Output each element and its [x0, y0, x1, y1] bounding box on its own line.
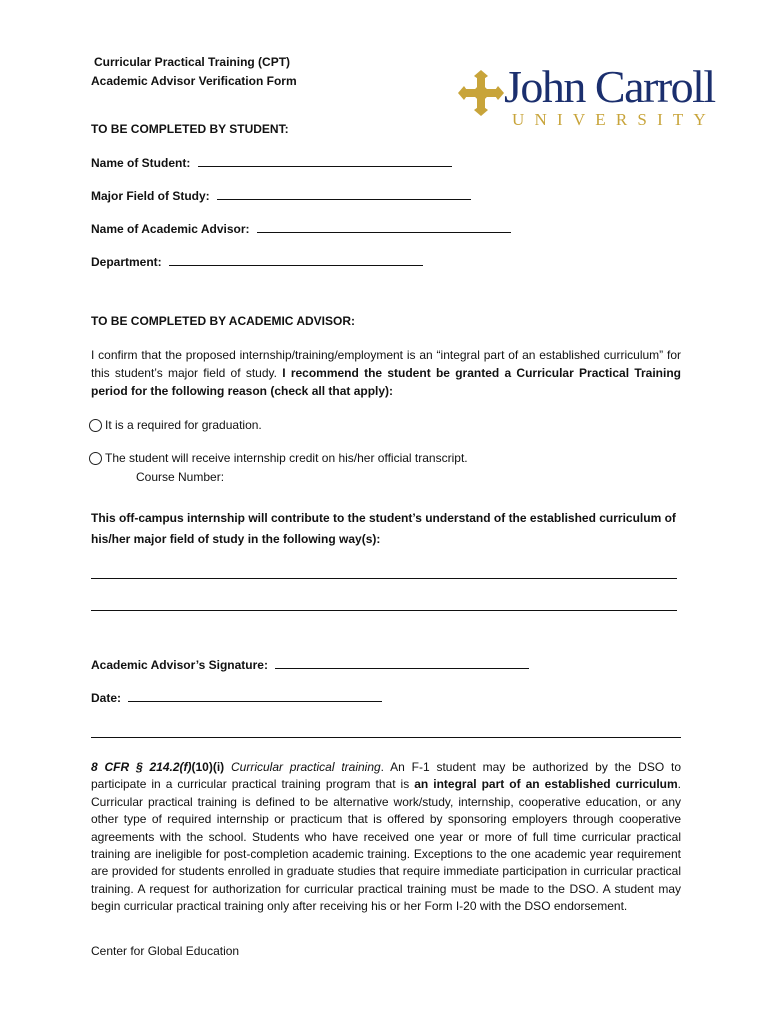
confirm-text: I confirm that the proposed internship/training/employment is an “integral part of an established curriculum” for this student’s major field of study.	[91, 348, 681, 380]
regulation-paragraph	[91, 759, 681, 916]
department-field[interactable]	[169, 253, 423, 266]
student-name-field[interactable]	[198, 154, 452, 167]
regulation-citation-suffix: (10)(i)	[191, 760, 225, 774]
date-row	[91, 689, 382, 707]
logo-wordmark: John Carroll	[504, 61, 715, 112]
department-label: Department:	[91, 255, 162, 269]
logo-subtitle: UNIVERSITY	[512, 110, 716, 129]
advisor-name-row	[91, 220, 511, 238]
option-required-row	[89, 417, 262, 434]
advisor-name-field[interactable]	[257, 220, 511, 233]
date-label: Date:	[91, 691, 122, 705]
option-required-label: It is a required for graduation.	[105, 418, 262, 432]
regulation-citation: 8 CFR § 214.2(f)	[91, 760, 192, 774]
major-row	[91, 187, 471, 205]
signature-row	[91, 656, 529, 674]
department-row	[91, 253, 423, 271]
regulation-topic: Curricular practical training	[230, 760, 381, 774]
form-title-verification: Academic Advisor Verification Form	[91, 74, 297, 88]
option-credit-row	[89, 450, 468, 467]
contribution-line-1[interactable]	[91, 578, 677, 579]
signature-label: Academic Advisor’s Signature:	[91, 658, 268, 672]
regulation-emphasis: an integral part of an established curriculum	[414, 777, 678, 792]
regulation-text-2: . Curricular practical training is defined to be alternative work/study, internship, cooperative education, or any other type of required internship or practicum that is offered by sponsoring employers through cooperative agreements with the school. Students who have received one year or more of full time curricular practical training are ineligible for post-completion academic training. Exceptions to the one academic year requirement are provided for students enrolled in graduate studies that require immediate participation in curricular practical training. A request for authorization for curricular practical training must be made to the DSO. A student may begin curricular practical training only after receiving his or her Form I-20 with the DSO endorsement.	[91, 777, 682, 914]
john-carroll-logo	[458, 61, 718, 132]
form-title-cpt: Curricular Practical Training (CPT)	[94, 55, 291, 69]
advisor-section-heading: TO BE COMPLETED BY ACADEMIC ADVISOR:	[91, 314, 356, 328]
student-name-row	[91, 154, 452, 172]
student-name-label: Name of Student:	[91, 156, 191, 170]
office-name: Center for Global Education	[91, 944, 240, 958]
section-divider	[91, 737, 681, 738]
option-required-radio[interactable]	[89, 419, 102, 432]
date-field[interactable]	[128, 689, 382, 702]
regulation-text-1: . An F-1 student may be authorized by the DSO to participate in a curricular practical training program that is	[91, 760, 681, 792]
cross-icon	[458, 70, 504, 116]
option-credit-radio[interactable]	[89, 452, 102, 465]
signature-field[interactable]	[275, 656, 529, 669]
confirm-paragraph	[91, 346, 681, 400]
student-section-heading: TO BE COMPLETED BY STUDENT:	[91, 122, 289, 136]
major-field[interactable]	[217, 187, 471, 200]
major-label: Major Field of Study:	[91, 189, 210, 203]
contribution-prompt: This off-campus internship will contribute to the student’s understand of the established curriculum of his/her major field of study in the following way(s):	[91, 511, 676, 546]
contribution-line-2[interactable]	[91, 610, 677, 611]
option-credit-label: The student will receive internship credit on his/her official transcript.	[105, 451, 468, 465]
advisor-name-label: Name of Academic Advisor:	[91, 222, 250, 236]
course-number-label: Course Number:	[136, 470, 225, 484]
recommend-text: I recommend the student be granted a Curricular Practical Training period for the following reason (check all that apply):	[91, 366, 681, 398]
